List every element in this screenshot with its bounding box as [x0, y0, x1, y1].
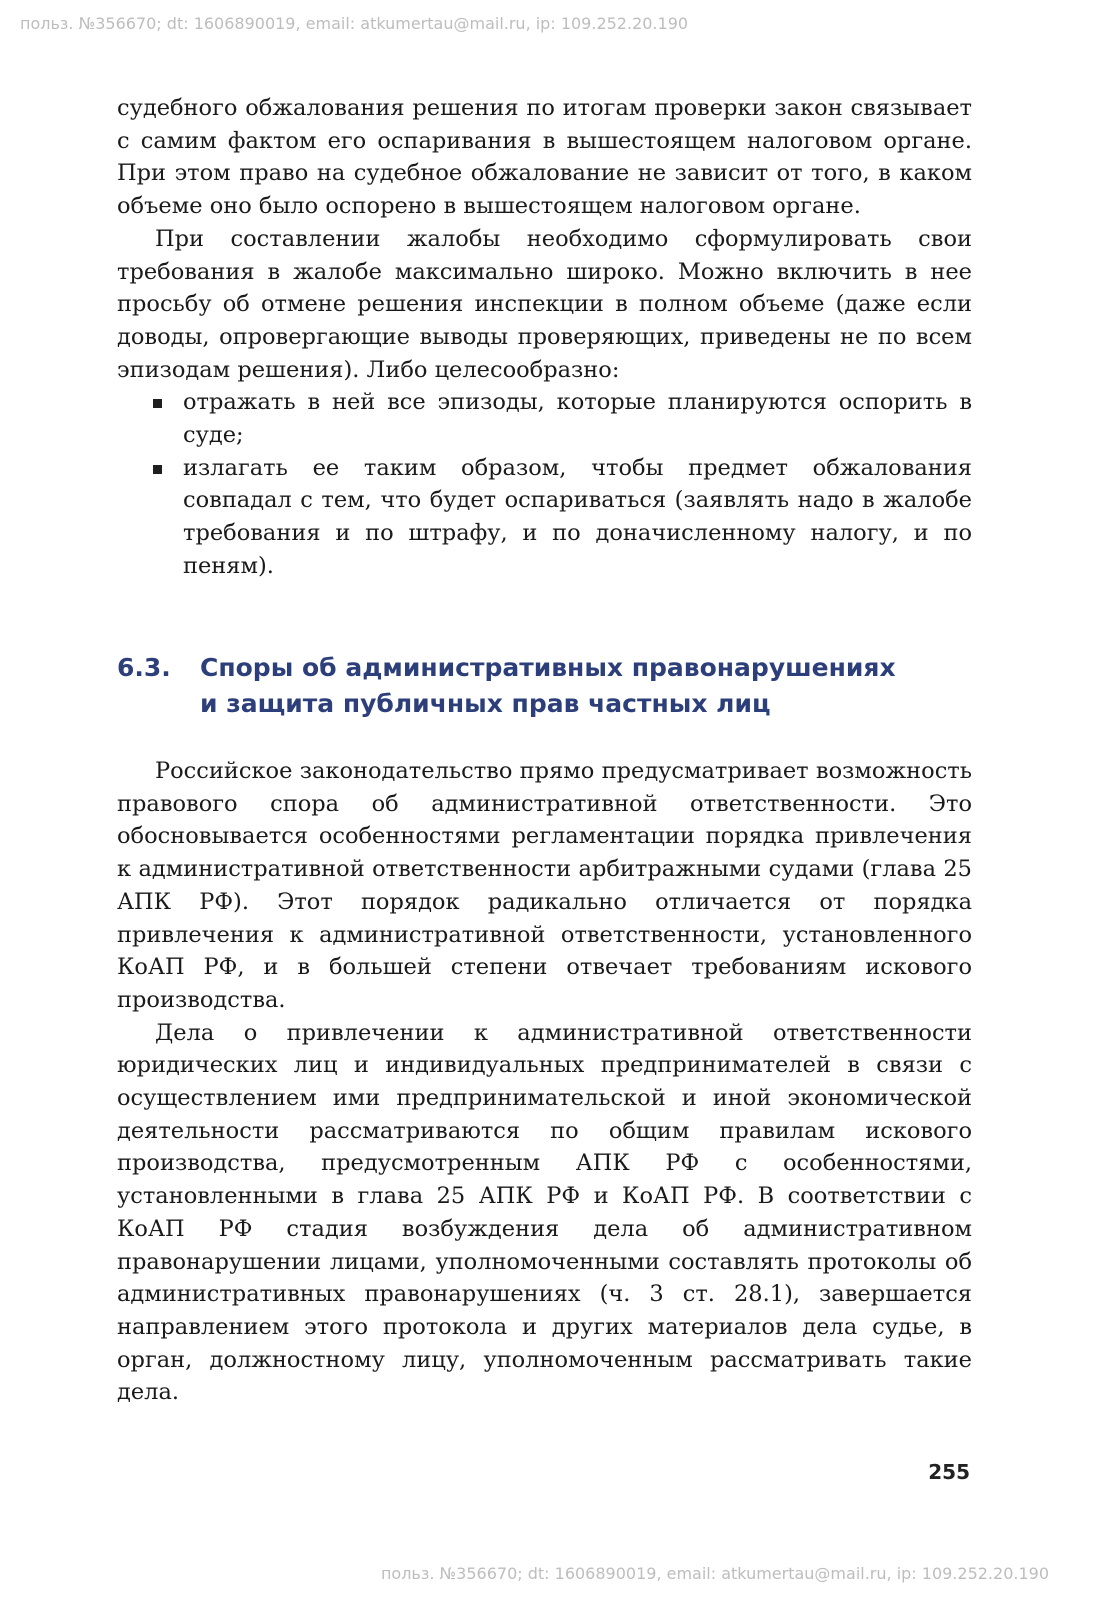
square-bullet-icon [153, 399, 162, 408]
paragraph: судебного обжалования решения по итогам проверки закон связывает с самим фактом его оспаривания в вышестоящем налоговом органе. При этом право на судебное обжалование не зависит от того, в каком объеме оно было оспорено в вышестоящем налоговом органе. [117, 95, 972, 220]
section-heading [117, 650, 972, 722]
list-item-text: отражать в ней все эпизоды, которые планируются оспорить в суде; [183, 389, 972, 449]
section-title-line-1: Споры об административных правонарушениях [200, 653, 896, 682]
square-bullet-icon [153, 465, 162, 474]
list-item-text: излагать ее таким образом, чтобы предмет обжалования совпадал с тем, что будет оспариваться (заявлять надо в жалобе требования и по штрафу, и по доначисленному налогу, и по пеням). [183, 454, 972, 579]
watermark-bottom: польз. №356670; dt: 1606890019, email: atkumertau@mail.ru, ip: 109.252.20.190 [380, 1564, 1049, 1583]
paragraph: Российское законодательство прямо предусматривает возможность правового спора об административной ответственности. Это обосновывается особенностями регламентации порядка привлечения к административной ответственности арбитражными судами (глава 25 АПК РФ). Этот порядок радикально отличается от порядка привлечения к административной ответственности, установленного КоАП РФ, и в большей степени отвечает требованиям искового производства. [117, 758, 972, 1013]
paragraph: При составлении жалобы необходимо сформулировать свои требования в жалобе максимально широко. Можно включить в нее просьбу об отмене решения инспекции в полном объеме (даже если доводы, опровергающие выводы проверяющих, приведены не по всем эпизодам решения). Либо целесообразно: [117, 225, 972, 383]
paragraph: Дела о привлечении к административной ответственности юридических лиц и индивидуальных предпринимателей в связи с осуществлением ими предпринимательской и иной экономической деятельности рассматриваются по общим правилам искового производства, предусмотренным АПК РФ с особенностями, установленными в глава 25 АПК РФ и КоАП РФ. В соответствии с КоАП РФ стадия возбуждения дела об административном правонарушении лицами, уполномоченными составлять протоколы об административных правонарушениях (ч. 3 ст. 28.1), завершается направлением этого протокола и других материалов дела судье, в орган, должностному лицу, уполномоченным рассматривать такие дела. [117, 1019, 972, 1406]
watermark-top: польз. №356670; dt: 1606890019, email: atkumertau@mail.ru, ip: 109.252.20.190 [20, 14, 689, 33]
section-number: 6.3. [117, 653, 171, 682]
section-title-line-2: и защита публичных прав частных лиц [200, 689, 771, 718]
list-item [183, 386, 972, 451]
text-block-bottom [117, 755, 972, 1409]
text-block-top [117, 92, 972, 583]
bullet-list [117, 386, 972, 582]
page-number: 255 [928, 1460, 970, 1484]
list-item [183, 452, 972, 583]
